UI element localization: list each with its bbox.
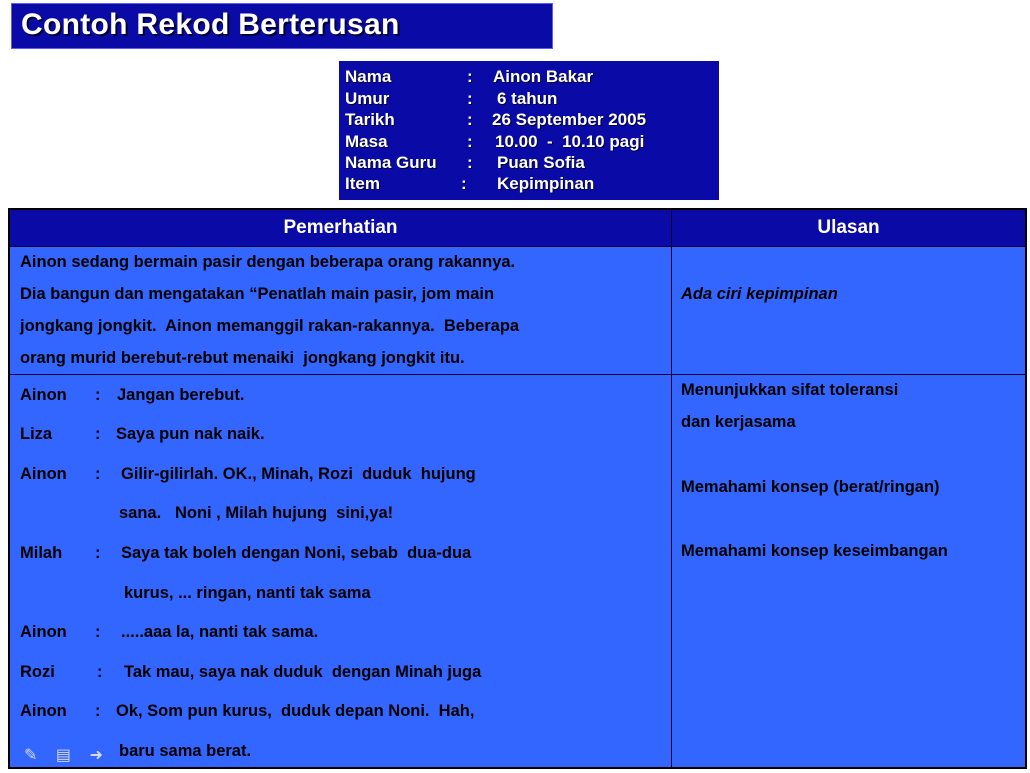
comment-line: Menunjukkan sifat toleransi (681, 381, 899, 399)
dialogue-text: .....aaa la, nanti tak sama. (121, 623, 319, 641)
info-value: 6 tahun (497, 89, 558, 108)
dialogue-separator: : (95, 465, 101, 483)
dialogue-text: Saya tak boleh dengan Noni, sebab dua-dua (121, 544, 472, 562)
slide-title-box (11, 3, 553, 49)
info-separator: : (467, 67, 473, 86)
dialogue-continuation: sana. Noni , Milah hujung sini,ya! (119, 504, 394, 522)
dialogue-separator: : (95, 425, 101, 443)
observation-line: Dia bangun dan mengatakan “Penatlah main pasir, jom main (20, 285, 495, 303)
dialogue-text: Gilir-gilirlah. OK., Minah, Rozi duduk hujung (121, 465, 476, 483)
dialogue-speaker: Ainon (20, 465, 67, 483)
dialogue-separator: : (97, 663, 103, 681)
dialogue-separator: : (95, 544, 101, 562)
dialogue-speaker: Ainon (20, 623, 67, 641)
dialogue-speaker: Liza (20, 425, 53, 443)
row1-comment: Ada ciri kepimpinan (681, 285, 838, 303)
info-label: Nama (345, 67, 392, 86)
dialogue-speaker: Ainon (20, 386, 67, 404)
comment-line: Memahami konsep keseimbangan (681, 542, 948, 560)
info-separator: : (467, 132, 473, 151)
menu-icon[interactable]: ▤ (55, 747, 71, 764)
dialogue-text: Jangan berebut. (117, 386, 245, 404)
row-divider (10, 374, 1025, 375)
info-separator: : (461, 174, 467, 193)
dialogue-separator: : (95, 386, 101, 404)
column-divider (671, 210, 672, 767)
info-value: 26 September 2005 (492, 110, 647, 129)
student-info-box (339, 61, 719, 200)
dialogue-continuation: kurus, ... ringan, nanti tak sama (124, 584, 371, 602)
observation-table (8, 208, 1027, 769)
dialogue-continuation: baru sama berat. (119, 742, 252, 760)
info-separator: : (467, 110, 473, 129)
info-value: Ainon Bakar (493, 67, 594, 86)
info-label: Nama Guru (345, 153, 437, 172)
info-label: Tarikh (345, 110, 395, 129)
info-value: 10.00 - 10.10 pagi (495, 132, 645, 151)
info-value: Kepimpinan (497, 174, 595, 193)
header-pemerhatian: Pemerhatian (10, 210, 671, 246)
slideshow-toolbar[interactable] (24, 745, 103, 765)
observation-line: jongkang jongkit. Ainon memanggil rakan-rakannya. Beberapa (20, 317, 520, 335)
dialogue-speaker: Rozi (20, 663, 55, 681)
dialogue-separator: : (95, 623, 101, 641)
header-ulasan: Ulasan (672, 210, 1025, 246)
info-separator: : (467, 89, 473, 108)
dialogue-separator: : (95, 702, 101, 720)
info-separator: : (467, 153, 473, 172)
comment-line: Memahami konsep (berat/ringan) (681, 478, 940, 496)
dialogue-speaker: Ainon (20, 702, 67, 720)
info-value: Puan Sofia (497, 153, 585, 172)
slide-title: Contoh Rekod Berterusan (21, 8, 400, 41)
dialogue-text: Ok, Som pun kurus, duduk depan Noni. Hah, (116, 702, 475, 720)
info-label: Item (345, 174, 380, 193)
dialogue-text: Saya pun nak naik. (116, 425, 265, 443)
dialogue-speaker: Milah (20, 544, 63, 562)
next-arrow-icon[interactable]: ➜ (89, 747, 103, 764)
info-label: Umur (345, 89, 390, 108)
info-label: Masa (345, 132, 388, 151)
dialogue-text: Tak mau, saya nak duduk dengan Minah juga (124, 663, 482, 681)
observation-line: orang murid berebut-rebut menaiki jongkang jongkit itu. (20, 349, 465, 367)
pen-icon[interactable]: ✎ (24, 747, 38, 764)
comment-line: dan kerjasama (681, 413, 796, 431)
header-divider (10, 246, 1025, 247)
observation-line: Ainon sedang bermain pasir dengan beberapa orang rakannya. (20, 253, 516, 271)
